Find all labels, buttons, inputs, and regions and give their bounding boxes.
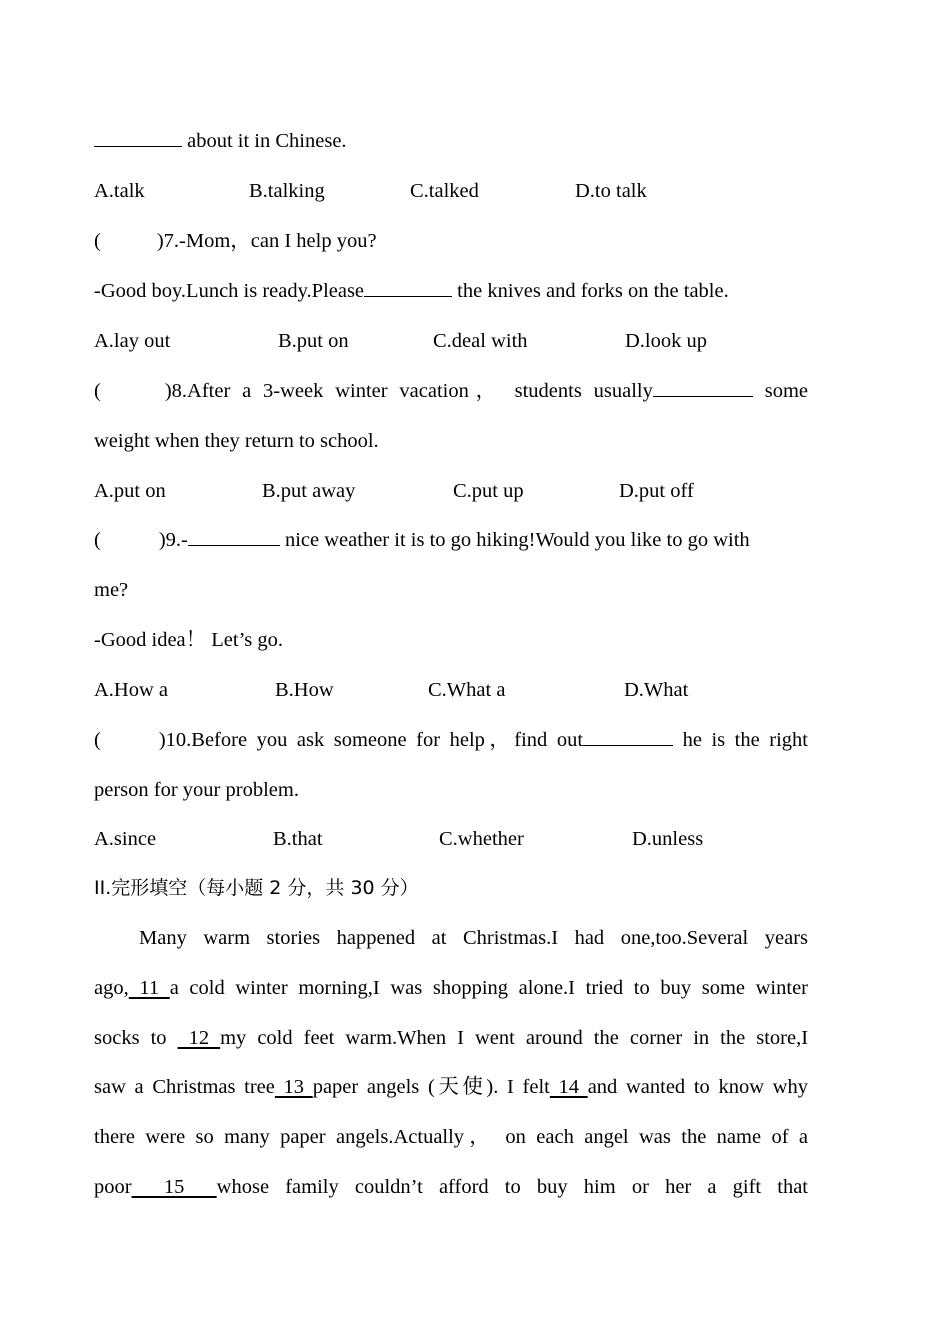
passage-line bbox=[94, 1172, 808, 1202]
answer-blank bbox=[653, 376, 753, 397]
option-d: D.look up bbox=[625, 330, 707, 352]
passage-text: socks to bbox=[94, 1027, 167, 1049]
blank-14: 14 bbox=[549, 1076, 588, 1098]
q9-stem-cont: me? bbox=[94, 579, 129, 601]
option-a: A.How a bbox=[94, 679, 169, 701]
answer-blank bbox=[188, 525, 280, 546]
option-c: C.put up bbox=[453, 480, 524, 502]
passage-text: ago, bbox=[94, 977, 129, 999]
answer-blank bbox=[94, 126, 182, 147]
option-a: A.since bbox=[94, 828, 157, 850]
blank-11: 11 bbox=[128, 977, 170, 999]
passage-line bbox=[94, 1023, 808, 1053]
option-a: A.put on bbox=[94, 480, 166, 502]
passage-line bbox=[94, 973, 808, 1003]
q7-reply-b: the knives and forks on the table. bbox=[452, 280, 729, 302]
option-c: C.deal with bbox=[433, 330, 528, 352]
q9-stem bbox=[94, 525, 808, 555]
passage-text: paper angels (天使). I felt bbox=[312, 1076, 550, 1098]
blank-15: 15 bbox=[131, 1176, 217, 1198]
option-b: B.put on bbox=[278, 330, 349, 352]
q10-stem bbox=[94, 725, 808, 755]
option-a: A.talk bbox=[94, 180, 145, 202]
q9-stem-a: )9.- bbox=[158, 529, 188, 551]
q10-stem-b: he is the right bbox=[673, 729, 808, 751]
option-c: C.What a bbox=[428, 679, 506, 701]
option-d: D.to talk bbox=[575, 180, 647, 202]
passage-line: there were so many paper angels.Actually， on each angel was the name of a bbox=[94, 1126, 808, 1148]
option-d: D.unless bbox=[632, 828, 704, 850]
answer-paren-open: ( bbox=[94, 380, 101, 402]
q9-reply: -Good idea！ Let’s go. bbox=[94, 629, 284, 651]
passage-text: a cold winter morning,I was shopping alone.I tried to buy some winter bbox=[169, 977, 808, 999]
answer-paren-open: ( bbox=[94, 729, 101, 751]
blank-13: 13 bbox=[274, 1076, 313, 1098]
q9-stem-b: nice weather it is to go hiking!Would you like to go with bbox=[279, 529, 750, 551]
q6-stem bbox=[94, 126, 808, 156]
q10-stem-a: )10.Before you ask someone for help，find out bbox=[158, 729, 584, 751]
option-b: B.put away bbox=[262, 480, 356, 502]
answer-blank bbox=[364, 276, 452, 297]
passage-text: saw a Christmas tree bbox=[94, 1076, 275, 1098]
q7-stem bbox=[94, 226, 808, 256]
answer-blank bbox=[583, 725, 673, 746]
option-b: B.How bbox=[275, 679, 334, 701]
passage-line: Many warm stories happened at Christmas.I had one,too.Several years bbox=[139, 927, 808, 949]
option-c: C.whether bbox=[439, 828, 524, 850]
blank-12: 12 bbox=[177, 1027, 221, 1049]
passage-line bbox=[94, 1072, 808, 1102]
passage-text: and wanted to know why bbox=[587, 1076, 808, 1098]
q8-stem-a: )8.After a 3-week winter vacation， students usually bbox=[164, 380, 653, 402]
answer-paren-open: ( bbox=[94, 230, 101, 252]
passage-text: poor bbox=[94, 1176, 132, 1198]
q6-tail-text: about it in Chinese. bbox=[182, 130, 347, 152]
option-d: D.What bbox=[624, 679, 689, 701]
q7-stem-text: )7.-Mom，can I help you? bbox=[156, 230, 377, 252]
option-d: D.put off bbox=[619, 480, 694, 502]
q8-stem-b: some bbox=[752, 380, 808, 402]
q8-stem-cont: weight when they return to school. bbox=[94, 430, 379, 452]
section-title: II.完形填空（每小题 2 分，共 30 分） bbox=[94, 877, 419, 899]
passage-text: whose family couldn’t afford to buy him or her a gift that bbox=[216, 1176, 808, 1198]
q7-reply bbox=[94, 276, 808, 306]
option-a: A.lay out bbox=[94, 330, 171, 352]
q8-stem bbox=[94, 376, 808, 406]
option-c: C.talked bbox=[410, 180, 479, 202]
answer-paren-open: ( bbox=[94, 529, 101, 551]
q10-stem-cont: person for your problem. bbox=[94, 779, 299, 801]
option-b: B.that bbox=[273, 828, 323, 850]
passage-text: my cold feet warm.When I went around the corner in the store,I bbox=[220, 1027, 809, 1049]
option-b: B.talking bbox=[249, 180, 325, 202]
q7-reply-a: -Good boy.Lunch is ready.Please bbox=[94, 280, 365, 302]
